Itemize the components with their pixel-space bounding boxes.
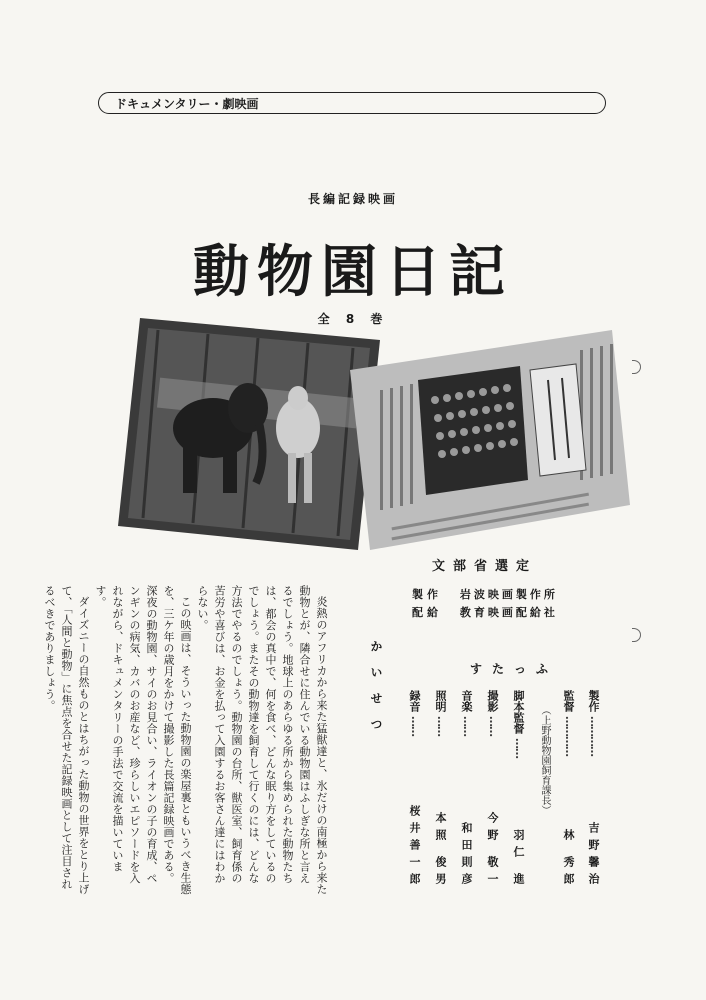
staff-row — [458, 690, 474, 890]
credit-value: 教育映画配給社 — [459, 606, 558, 619]
film-subtitle: 長編記録映画 — [307, 192, 398, 206]
staff-row — [585, 690, 601, 890]
section-header-label: ドキュメンタリー・劇映画 — [115, 97, 259, 111]
crowd-photo — [350, 330, 630, 550]
staff-role: 撮影 — [486, 690, 499, 712]
credit-distribution — [412, 604, 558, 620]
staff-role: 照明 — [434, 690, 447, 712]
staff-role: 製作 — [587, 690, 600, 712]
elephant-photo — [118, 318, 380, 550]
staff-name: 羽仁 進 — [512, 829, 525, 890]
staff-role: 監督 — [562, 690, 575, 712]
staff-role: 音楽 — [460, 690, 473, 712]
staff-name: 林 秀郎 — [562, 829, 575, 890]
staff-row — [432, 690, 448, 890]
staff-name: 和田則彦 — [460, 822, 473, 890]
description-paragraph: ダイズニーの自然ものとはちがった動物の世界をとり上げて、「人間と動物」に焦点を合せた記録映画として注目されるべきでありましょう。 — [43, 585, 90, 895]
commentary-heading: かいせつ — [369, 640, 383, 744]
binding-mark — [632, 360, 641, 374]
description-paragraph: この映画は、そういった動物園の楽屋裏ともいうべき生態を、三ケ年の歳月をかけて撮影した長篇記録映画である。深夜の動物園、サイのお見合い、ライオンの子の育成、ペンギンの病気、カバのお産など、珍らしいエピソードを入れながら、ドキュメンタリーの手法で交流を描いています。 — [94, 585, 192, 895]
staff-role: 脚本監督 — [512, 690, 525, 734]
staff-name: 桜井善一郎 — [408, 805, 421, 890]
credit-role: 製作 — [412, 588, 442, 601]
staff-row — [484, 690, 500, 890]
staff-role: 録音 — [408, 690, 421, 712]
staff-heading: すたっふ — [470, 662, 559, 676]
leader-dots: …… — [435, 716, 448, 736]
selection-title: 文部省選定 — [432, 559, 538, 574]
leader-dots: …… — [461, 716, 474, 736]
leader-dots: ………… — [588, 716, 601, 756]
staff-row — [510, 690, 526, 890]
film-title: 動物園日記 — [193, 240, 513, 305]
staff-name: 吉野馨治 — [587, 822, 600, 890]
leader-dots: ………… — [563, 716, 576, 756]
leader-dots: …… — [513, 738, 526, 758]
volume-count: 全 8 巻 — [317, 312, 389, 326]
staff-row — [406, 690, 422, 890]
credit-production — [412, 586, 558, 602]
credit-value: 岩波映画製作所 — [459, 588, 558, 601]
section-header — [98, 92, 606, 114]
binding-mark — [632, 628, 641, 642]
leader-dots: …… — [409, 716, 422, 736]
staff-name: 本照 俊男 — [434, 812, 447, 890]
staff-note: （上野動物園飼育課長） — [539, 705, 550, 815]
leader-dots: …… — [487, 716, 500, 736]
credit-role: 配給 — [412, 606, 442, 619]
staff-name: 今野 敬一 — [486, 812, 499, 890]
description-paragraph: 炎熱のアフリカから来た猛獣達と、氷だけの南極から来た動物とが、隣合せに住んでいる動物園はふしぎな所と言えるでしょう。地球上のあらゆる所から集められた動物たちは、都会の真中で、何を食べ、どんな眠り方をしているのでしょう。またその動物達を飼育して行くのには、どんな方法でやるのでしょう。動物園の台所、獣医室、飼育係の苦労や喜びは、お金を払って入園するお客さん達にはわからない。 — [196, 585, 328, 895]
staff-row — [560, 690, 576, 890]
description-text — [43, 585, 330, 895]
